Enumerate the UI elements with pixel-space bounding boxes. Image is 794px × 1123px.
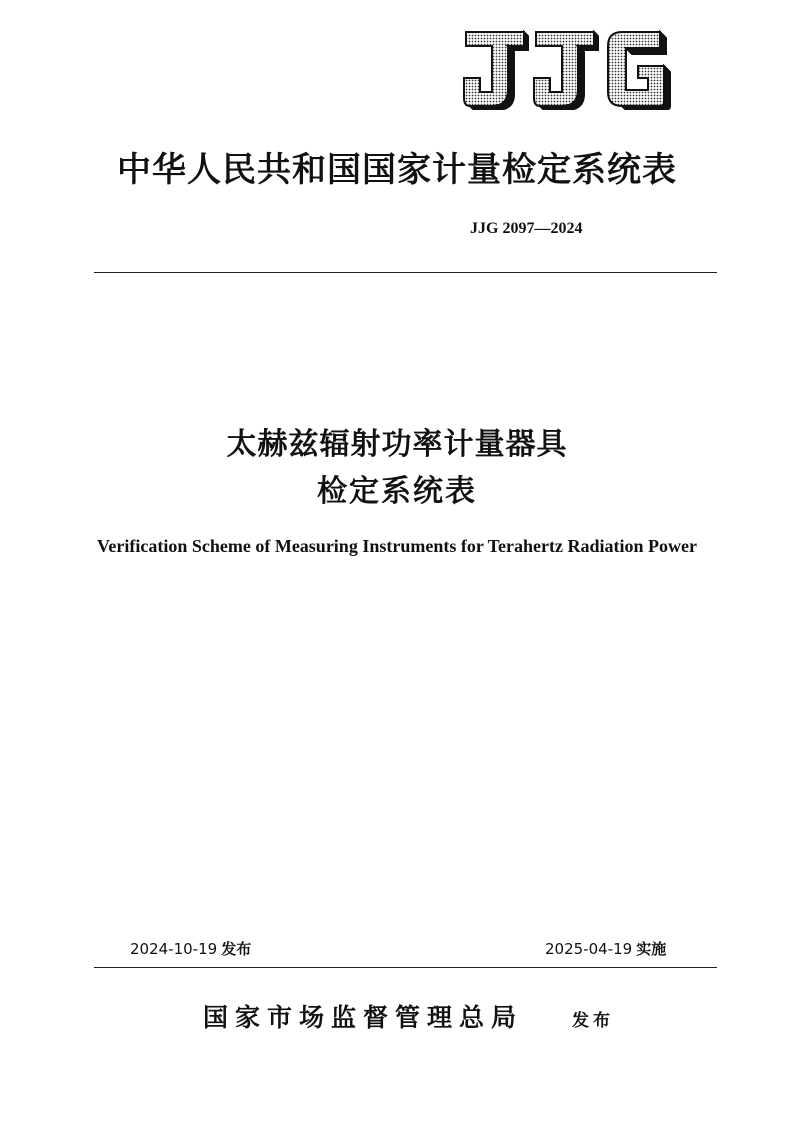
jjg-logo [462,28,674,110]
header-divider [94,272,717,273]
standard-number: JJG 2097—2024 [470,220,583,237]
standard-category-title: 中华人民共和国国家计量检定系统表 [117,150,677,190]
effective-date-block [545,938,666,959]
publisher-name: 国家市场监督管理总局 [203,1003,524,1032]
issue-date: 2024-10-19 [130,940,218,958]
effective-date: 2025-04-19 [545,940,633,958]
document-title-english: Verification Scheme of Measuring Instruments for Terahertz Radiation Power [97,536,697,556]
publisher-action: 发布 [572,1011,614,1031]
issue-date-block [130,938,251,959]
document-title-line2: 检定系统表 [317,474,477,509]
footer-divider [94,967,717,968]
jjg-logo-graphic [462,28,674,110]
document-title-line1: 太赫兹辐射功率计量器具 [226,427,568,462]
effective-label: 实施 [636,940,667,958]
issue-label: 发布 [221,940,252,958]
